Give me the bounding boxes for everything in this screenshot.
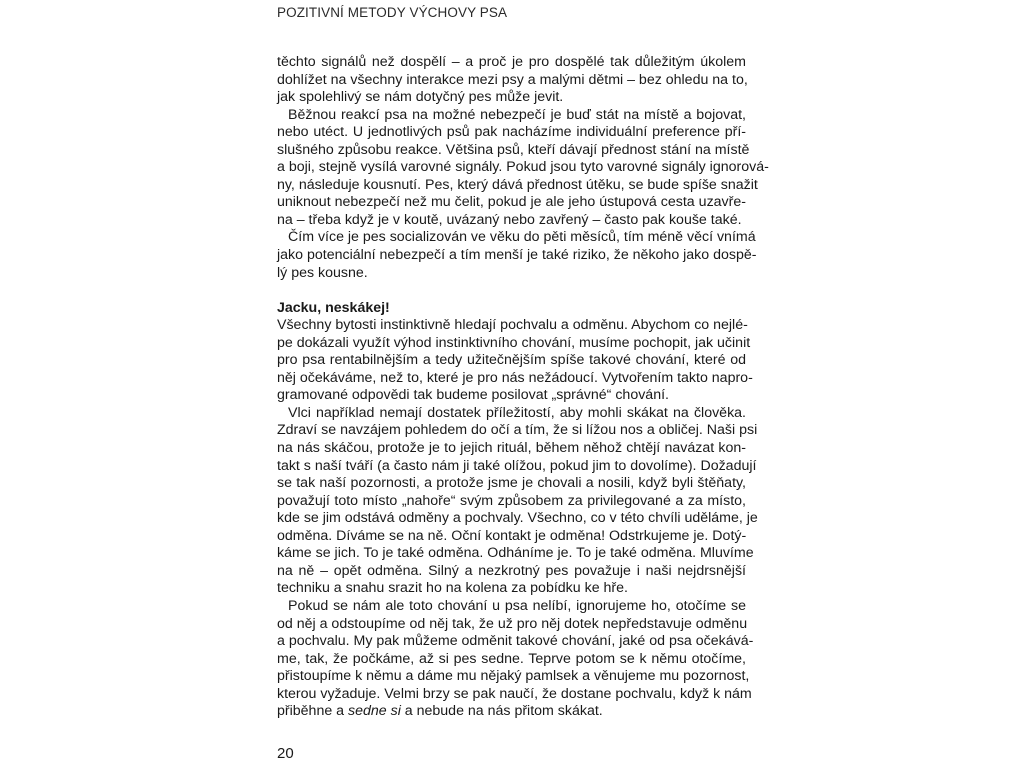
paragraph-line: se tak naší pozornosti, a protože jsme je chovali a nosili, když byli štěňaty, xyxy=(277,475,746,492)
paragraph-line: techniku a snahu srazit ho na kolena za pobídku ke hře. xyxy=(277,580,628,597)
paragraph-line: uniknout nebezpečí než mu čelit, pokud je ale jeho ústupová cesta uzavře- xyxy=(277,194,746,211)
paragraph-line: a pochvalu. My pak můžeme odměnit takové chování, jaké od psa očekává- xyxy=(277,633,754,650)
paragraph-line: od něj a odstoupíme od něj tak, že už pro něj dotek nepředstavuje odměnu xyxy=(277,615,748,632)
text-run: přiběhne a xyxy=(277,703,348,720)
paragraph-line: kterou vyžaduje. Velmi brzy se pak naučí, že dostane pochvalu, když k nám xyxy=(277,685,752,702)
paragraph-line: gramované odpovědi tak budeme posilovat „správné“ chování. xyxy=(277,387,669,404)
paragraph-line: považují toto místo „nahoře“ svým způsobem za privilegované a za místo, xyxy=(277,492,746,509)
paragraph-line: pro psa rentabilnějším a tedy užitečnějším spíše takové chování, které od xyxy=(277,352,746,369)
paragraph-line: na nás skáčou, protože je to jejich rituál, během něhož chtějí navázat kon- xyxy=(277,440,746,457)
paragraph-line: kde se jim odstává odměny a pochvaly. Všechno, co v této chvíli uděláme, je xyxy=(277,510,758,527)
paragraph-line: na ně – opět odměna. Silný a nezkrotný pes považuje i naši nejdrsnější xyxy=(277,562,746,579)
paragraph-line: těchto signálů než dospělí – a proč je pro dospělé tak důležitým úkolem xyxy=(277,54,746,70)
paragraph-line: nebo utéct. U jednotlivých psů pak nacházíme individuální preference pří- xyxy=(277,124,746,141)
italic-text: sedne si xyxy=(348,703,401,720)
paragraph-line: lý pes kousne. xyxy=(277,264,368,281)
paragraph-line: Vlci například nemají dostatek příležitostí, aby mohli skákat na člověka. xyxy=(288,404,746,421)
paragraph-line: Zdraví se navzájem pohledem do očí a tím, že si lížou nos a obličej. Naši psi xyxy=(277,422,758,439)
paragraph-line: jak spolehlivý se nám dotyčný pes může jevit. xyxy=(277,89,564,106)
paragraph-line: Pokud se nám ale toto chování u psa nelíbí, ignorujeme ho, otočíme se xyxy=(288,597,746,614)
section-heading: Jacku, neskákej! xyxy=(277,299,390,316)
paragraph-line: jako potenciální nebezpečí a tím menší je také riziko, že někoho jako dospě- xyxy=(277,247,757,264)
paragraph-line: přistoupíme k němu a dáme mu nějaký pamlsek a věnujeme mu pozornost, xyxy=(277,668,750,685)
paragraph-line: něj očekáváme, než to, které je pro nás nežádoucí. Vytvořením takto napro- xyxy=(277,369,753,386)
paragraph-line: na – třeba když je v koutě, uvázaný nebo zavřený – často pak kouše také. xyxy=(277,211,742,228)
paragraph-line: odměna. Díváme se na ně. Oční kontakt je odměna! Odstrkujeme je. Dotý- xyxy=(277,527,747,544)
body-text xyxy=(277,54,769,721)
text-run: a nebude na nás přitom skákat. xyxy=(400,703,603,720)
paragraph-line: Všechny bytosti instinktivně hledají pochvalu a odměnu. Abychom co nejlé- xyxy=(277,317,748,334)
paragraph-line: slušného způsobu reakce. Většina psů, kteří dávají přednost stání na místě xyxy=(277,141,750,158)
paragraph-line: ny, následuje kousnutí. Pes, který dává přednost útěku, se bude spíše snažit xyxy=(277,176,758,193)
paragraph-line: káme se jich. To je také odměna. Odháníme je. To je také odměna. Mluvíme xyxy=(277,545,754,562)
page-number: 20 xyxy=(277,745,294,762)
paragraph-line: Běžnou reakcí psa na možné nebezpečí je buď stát na místě a bojovat, xyxy=(288,106,746,123)
paragraph-line xyxy=(277,703,746,721)
paragraph-line: pe dokázali využít výhod instinktivního chování, musíme pochopit, jak učinit xyxy=(277,334,751,351)
paragraph-line: takt s naší tváří (a často nám ji také olížou, pokud jim to dovolíme). Dožadují xyxy=(277,457,757,474)
paragraph-line: Čím více je pes socializován ve věku do pěti měsíců, tím méně věcí vnímá xyxy=(288,229,756,246)
paragraph-line: a boji, stejně vysílá varovné signály. Pokud jsou tyto varovné signály ignorová- xyxy=(277,159,769,176)
running-header: POZITIVNÍ METODY VÝCHOVY PSA xyxy=(277,5,508,20)
paragraph-line: me, tak, že počkáme, až si pes sedne. Teprve potom se k němu otočíme, xyxy=(277,650,746,667)
blank-line xyxy=(277,282,746,300)
paragraph-line: dohlížet na všechny interakce mezi psy a malými dětmi – bez ohledu na to, xyxy=(277,71,748,88)
